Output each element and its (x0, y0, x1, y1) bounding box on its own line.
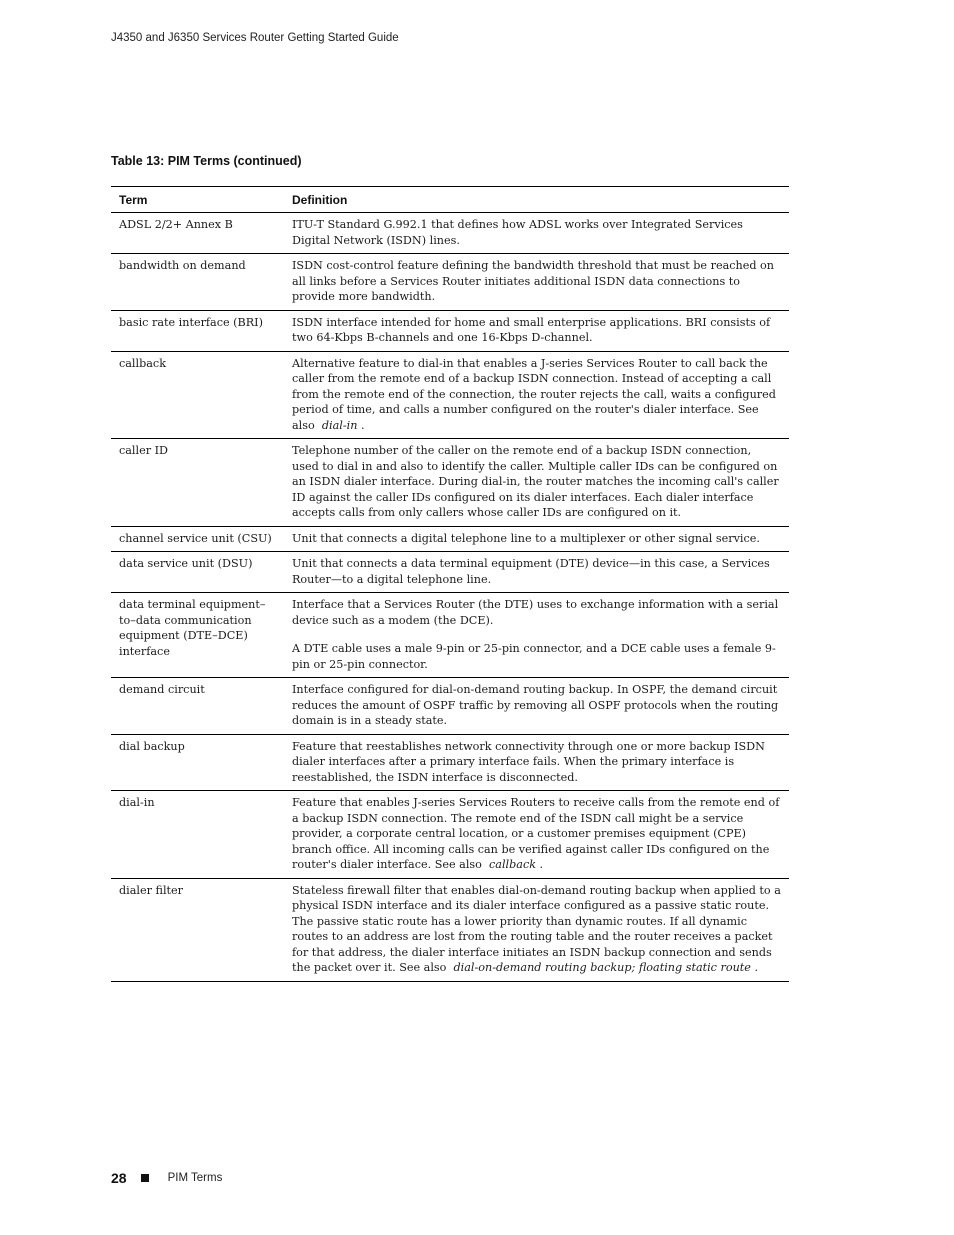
definition-cell (283, 213, 789, 254)
definition-paragraph (292, 443, 781, 521)
definition-paragraph (292, 597, 781, 628)
term-cell: ADSL 2/2+ Annex B (119, 218, 233, 231)
definition-text: Interface configured for dial-on-demand routing backup. In OSPF, the demand circuit reduces the amount of OSPF traffic by removing all OSPF protocols when the routing domain is in a steady state. (292, 683, 779, 727)
sentence-end: . (360, 418, 365, 432)
definition-cell (283, 878, 789, 981)
definition-paragraph (292, 739, 781, 786)
term-cell: dialer filter (119, 883, 184, 897)
definition-text: ISDN cost-control feature defining the bandwidth threshold that must be reached on all links before a Services Router initiates additional ISDN data connections to provide more bandwidth. (292, 259, 774, 303)
term-cell: data service unit (DSU) (119, 557, 253, 570)
definition-cell (283, 791, 789, 879)
page-footer (111, 1170, 222, 1186)
definition-text: Feature that reestablishes network connectivity through one or more backup ISDN dialer interfaces after a primary interface fails. When the primary interface is reestablished, the ISDN interface is disconnected. (292, 739, 765, 784)
term-cell: dial-in (119, 796, 155, 809)
table-row (111, 552, 789, 593)
term-cell: data terminal equipment–to–data communication equipment (DTE–DCE) interface (119, 598, 266, 658)
see-also-link[interactable]: dial-in (321, 418, 358, 432)
table-row (111, 593, 789, 678)
definition-cell (283, 439, 789, 527)
definition-paragraph (292, 795, 781, 873)
definition-text: A DTE cable uses a male 9-pin or 25-pin connector, and a DCE cable uses a female 9-pin or 25-pin connector. (292, 642, 776, 671)
table-row (111, 678, 789, 735)
definition-text: ITU-T Standard G.992.1 that defines how ADSL works over Integrated Services Digital Network (ISDN) lines. (292, 218, 743, 247)
definition-paragraph (292, 641, 781, 672)
definition-cell (283, 310, 789, 351)
definition-text: Interface that a Services Router (the DTE) uses to exchange information with a serial device such as a modem (the DCE). (292, 598, 779, 627)
table-row (111, 878, 789, 981)
page-number: 28 (111, 1170, 127, 1186)
definition-text: Unit that connects a data terminal equipment (DTE) device—in this case, a Services Router—to a digital telephone line. (292, 557, 770, 586)
definition-text: Unit that connects a digital telephone line to a multiplexer or other signal service. (292, 531, 760, 545)
square-bullet-icon (141, 1174, 149, 1182)
term-cell: channel service unit (CSU) (119, 531, 272, 545)
definition-paragraph (292, 883, 781, 976)
definition-paragraph (292, 217, 781, 248)
table-row (111, 734, 789, 791)
table-row (111, 310, 789, 351)
definition-cell (283, 254, 789, 311)
term-cell: bandwidth on demand (119, 259, 246, 272)
definition-text: Telephone number of the caller on the remote end of a backup ISDN connection, used to dial in and also to identify the caller. Multiple caller IDs can be configured on an ISDN dialer interface. During dial-in, the router matches the incoming call's caller ID against the caller IDs configured on its dialer interfaces. Each dialer interface accepts calls from only callers whose caller IDs are configured on it. (292, 444, 779, 519)
column-header-term: Term (119, 193, 148, 207)
definition-paragraph (292, 556, 781, 587)
definition-paragraph (292, 258, 781, 305)
definition-cell (283, 351, 789, 439)
definition-text: ISDN interface intended for home and small enterprise applications. BRI consists of two 64-Kbps B-channels and one 16-Kbps D-channel. (292, 315, 771, 344)
definition-cell (283, 593, 789, 678)
definition-cell (283, 734, 789, 791)
table-row (111, 791, 789, 879)
term-cell: demand circuit (119, 683, 205, 696)
see-also-link[interactable]: callback (489, 858, 536, 871)
term-cell: caller ID (119, 444, 169, 457)
definition-paragraph (292, 356, 781, 434)
sentence-end: . (754, 961, 759, 974)
definition-text: Stateless firewall filter that enables dial-on-demand routing backup when applied to a physical ISDN interface and its dialer interface configured as a passive static route. The passive static route has a lower priority than dynamic routes. If all dynamic routes to an address are lost from the routing table and the router receives a packet for that address, the dialer interface initiates an ISDN backup connection and sends the packet over it. See also (292, 883, 781, 974)
table-row (111, 254, 789, 311)
running-header: J4350 and J6350 Services Router Getting Started Guide (111, 32, 399, 44)
table-row (111, 526, 789, 552)
table-row (111, 213, 789, 254)
definition-text: Feature that enables J-series Services Routers to receive calls from the remote end of a backup ISDN connection. The remote end of the ISDN call might be a service provider, a corporate central location, or a customer premises equipment (CPE) branch office. All incoming calls can be verified against caller IDs configured on the router's dialer interface. See also (292, 796, 780, 871)
definition-text: Alternative feature to dial-in that enables a J-series Services Router to call back the caller from the remote end of a backup ISDN connection. Instead of accepting a call from the remote end of the connection, the router rejects the call, waits a configured period of time, and calls a number configured on the router's dialer interface. See also (292, 356, 776, 432)
definition-paragraph (292, 315, 781, 346)
column-header-definition: Definition (292, 193, 348, 207)
table-header-row (111, 187, 789, 213)
definition-paragraph (292, 682, 781, 729)
definition-cell (283, 552, 789, 593)
table-row (111, 351, 789, 439)
term-cell: callback (119, 356, 166, 370)
see-also-link[interactable]: dial-on-demand routing backup; floating static route (453, 961, 751, 974)
term-cell: basic rate interface (BRI) (119, 315, 263, 329)
table-caption: Table 13: PIM Terms (continued) (111, 154, 302, 168)
footer-section-title: PIM Terms (167, 1172, 223, 1184)
term-cell: dial backup (119, 739, 185, 753)
table-row (111, 439, 789, 527)
definition-paragraph (292, 531, 781, 547)
sentence-end: . (539, 858, 544, 871)
pim-terms-table (111, 186, 789, 982)
definition-cell (283, 678, 789, 735)
definition-cell (283, 526, 789, 552)
